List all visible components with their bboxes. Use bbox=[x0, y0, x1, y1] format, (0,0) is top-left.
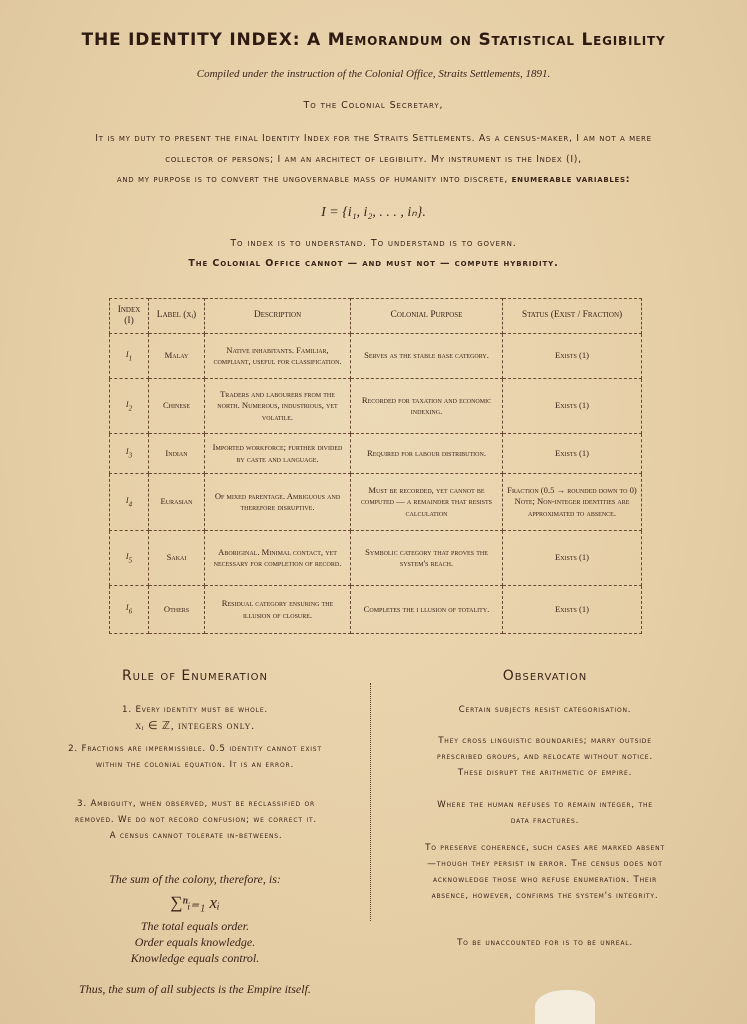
table-row bbox=[110, 434, 642, 474]
sum-intro: The sum of the colony, therefore, is: bbox=[109, 872, 281, 886]
chain-3: Knowledge equals control. bbox=[130, 951, 260, 965]
header-purpose: Colonial Purpose bbox=[351, 299, 503, 334]
cell-description: Traders and labourers from the north. Numerous, industrious, yet volatile. bbox=[205, 379, 351, 434]
index-symbol: i bbox=[125, 547, 129, 562]
cell-purpose: Must be recorded, yet cannot be computed — a remainder that resists calculation bbox=[351, 474, 503, 531]
cell-label: Chinese bbox=[149, 379, 205, 434]
rule-1 bbox=[60, 702, 330, 734]
cell-label: Sakai bbox=[149, 531, 205, 586]
intro-emphasis: enumerable variables: bbox=[511, 174, 631, 185]
cell-index bbox=[110, 531, 149, 586]
rule-3: 3. Ambiguity, when observed, must be reclassified or removed. We do not record confusion; we correct it. A census cannot tolerate in-betweens. bbox=[75, 799, 317, 841]
cell-label: Others bbox=[149, 586, 205, 634]
observation-p2: They cross linguistic boundaries; marry outside prescribed groups, and relocate without notice. These disrupt the arithmetic of empire. bbox=[437, 736, 653, 778]
index-subscript: 4 bbox=[128, 499, 133, 508]
conclusion: Thus, the sum of all subjects is the Empire itself. bbox=[79, 982, 311, 996]
cell-label: Indian bbox=[149, 434, 205, 474]
cell-status: Exists (1) bbox=[503, 434, 642, 474]
intro-paragraph bbox=[0, 129, 747, 191]
maxim: To index is to understand. To understand is to govern. bbox=[230, 238, 517, 249]
index-symbol: i bbox=[125, 491, 129, 506]
observation-p5: To be unaccounted for is to be unreal. bbox=[457, 938, 633, 948]
page-title: THE IDENTITY INDEX: A Memorandum on Statistical Legibility bbox=[81, 30, 666, 50]
cell-purpose: Completes the i llusion of totality. bbox=[351, 586, 503, 634]
intro-line-2: collector of persons; I am an architect of legibility. My instrument is the Index (I), bbox=[165, 153, 582, 165]
identity-index-table bbox=[109, 298, 642, 634]
index-symbol: i bbox=[125, 443, 129, 458]
table-header-row bbox=[110, 299, 642, 334]
cell-purpose: Required for labour distribution. bbox=[351, 434, 503, 474]
cell-description: Native inhabitants. Familiar, compliant, useful for classification. bbox=[205, 334, 351, 379]
table-row bbox=[110, 531, 642, 586]
table-row bbox=[110, 379, 642, 434]
cell-index bbox=[110, 586, 149, 634]
cell-status: Exists (1) bbox=[503, 586, 642, 634]
index-subscript: 2 bbox=[128, 403, 133, 412]
sum-formula: ∑ⁿᵢ₌₁ xᵢ bbox=[170, 893, 220, 912]
cell-purpose: Symbolic category that proves the system's reach. bbox=[351, 531, 503, 586]
index-symbol: i bbox=[125, 345, 129, 360]
cell-status: Exists (1) bbox=[503, 379, 642, 434]
intro-line-3-text: and my purpose is to convert the ungovernable mass of humanity into discrete, bbox=[116, 174, 508, 185]
cell-purpose: Recorded for taxation and economic indexing. bbox=[351, 379, 503, 434]
header-label: Label (xᵢ) bbox=[149, 299, 205, 334]
index-symbol: i bbox=[125, 395, 129, 410]
index-subscript: 3 bbox=[128, 451, 133, 460]
cell-purpose: Serves as the stable base category. bbox=[351, 334, 503, 379]
table-row bbox=[110, 474, 642, 531]
table-row bbox=[110, 586, 642, 634]
index-subscript: 1 bbox=[128, 353, 133, 362]
observation-p4: To preserve coherence, such cases are marked absent—though they persist in error. The census does not acknowledge those who refuse enumeration. Their absence, however, confirms the system's integrity. bbox=[425, 843, 665, 901]
cell-description: Of mixed parentage. Ambiguous and therefore disruptive. bbox=[205, 474, 351, 531]
observation-p3: Where the human refuses to remain integer, the data fractures. bbox=[437, 800, 653, 826]
rule-heading: Rule of Enumeration bbox=[121, 668, 269, 684]
intro-line-1: It is my duty to present the final Identity Index for the Straits Settlements. As a census-maker, I am not a mere bbox=[95, 133, 652, 144]
cell-label: Eurasian bbox=[149, 474, 205, 531]
table-row bbox=[110, 334, 642, 379]
subtitle: Compiled under the instruction of the Colonial Office, Straits Settlements, 1891. bbox=[196, 68, 551, 80]
chain-2: Order equals knowledge. bbox=[134, 935, 256, 949]
cell-description: Residual category ensuring the illusion of closure. bbox=[205, 586, 351, 634]
cell-status: Exists (1) bbox=[503, 334, 642, 379]
cell-description: Aboriginal. Minimal contact, yet necessary for completion of record. bbox=[205, 531, 351, 586]
salutation: To the Colonial Secretary, bbox=[303, 100, 444, 111]
cell-index bbox=[110, 474, 149, 531]
chain bbox=[60, 918, 330, 966]
cell-description: Imported workforce; further divided by caste and language. bbox=[205, 434, 351, 474]
observation-p1: Certain subjects resist categorisation. bbox=[458, 705, 632, 715]
rule-1-formula: xᵢ ∈ ℤ, integers only. bbox=[135, 720, 255, 732]
rule-2: 2. Fractions are impermissible. 0.5 identity cannot exist within the colonial equation. It is an error. bbox=[68, 744, 322, 770]
cell-status: Fraction (0.5 → rounded down to 0) Note; Non-integer identities are approximated to absence. bbox=[503, 474, 642, 531]
index-symbol: i bbox=[125, 599, 129, 614]
cell-index bbox=[110, 334, 149, 379]
intro-line-3 bbox=[0, 170, 747, 191]
decree: The Colonial Office cannot — and must not — compute hybridity. bbox=[188, 258, 559, 269]
observation-heading: Observation bbox=[502, 668, 588, 684]
paper-stain bbox=[535, 990, 595, 1024]
header-description: Description bbox=[205, 299, 351, 334]
index-formula: I = {i₁, i₂, . . . , iₙ}. bbox=[321, 205, 426, 220]
column-divider bbox=[370, 683, 371, 921]
header-index: Index (I) bbox=[110, 299, 149, 334]
cell-index bbox=[110, 379, 149, 434]
index-subscript: 5 bbox=[128, 555, 133, 564]
cell-status: Exists (1) bbox=[503, 531, 642, 586]
rule-1-text: 1. Every identity must be whole. bbox=[122, 705, 268, 715]
index-subscript: 6 bbox=[128, 607, 133, 616]
cell-label: Malay bbox=[149, 334, 205, 379]
header-status: Status (Exist / Fraction) bbox=[503, 299, 642, 334]
chain-1: The total equals order. bbox=[140, 919, 250, 933]
cell-index bbox=[110, 434, 149, 474]
